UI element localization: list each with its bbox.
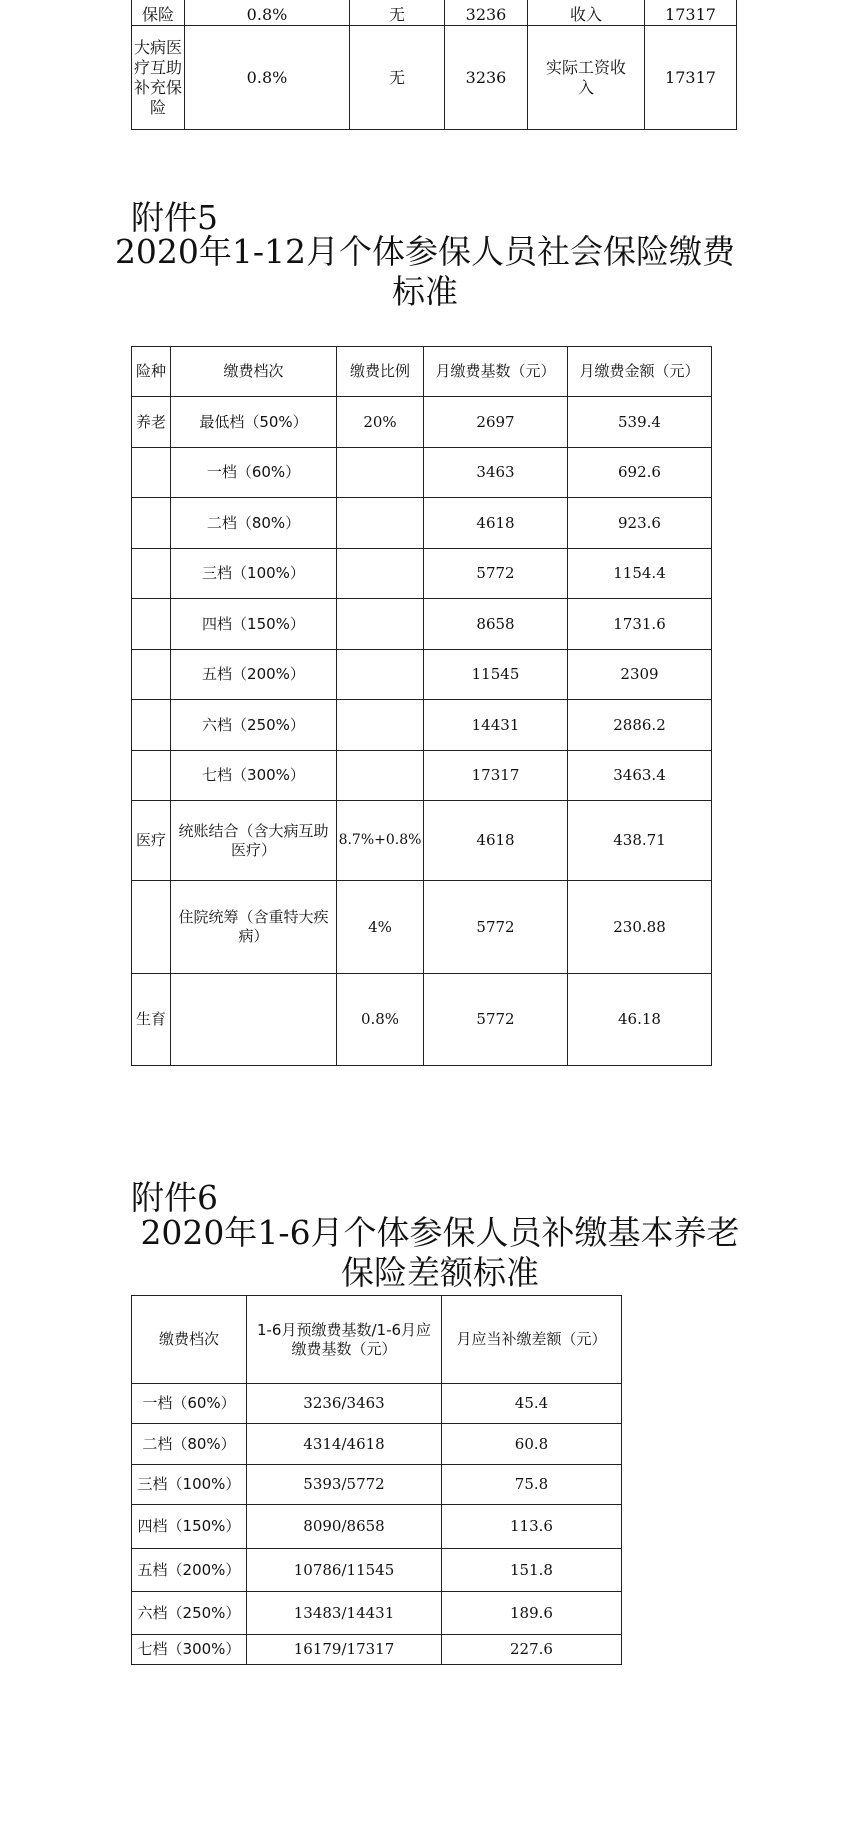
- rate-cell: [337, 700, 424, 751]
- header-base: 1-6月预缴费基数/1-6月应缴费基数（元）: [247, 1296, 442, 1384]
- type-cell: [132, 881, 171, 974]
- base-cell: 4618: [424, 498, 568, 549]
- tier-cell: 三档（100%）: [132, 1465, 247, 1505]
- amount-cell: 923.6: [568, 498, 712, 549]
- base-cell: 5772: [424, 974, 568, 1066]
- table-row: [132, 700, 712, 751]
- base-cell: 4618: [424, 801, 568, 881]
- table-row: [132, 974, 712, 1066]
- type-cell: [132, 700, 171, 751]
- table-row: [132, 397, 712, 448]
- rate-cell: [337, 751, 424, 801]
- diff-cell: 45.4: [442, 1384, 622, 1424]
- amount-cell: 46.18: [568, 974, 712, 1066]
- insurance-name: 保险: [132, 0, 185, 26]
- rate-cell: [337, 549, 424, 599]
- base-cell: 16179/17317: [247, 1635, 442, 1665]
- table-row: [132, 599, 712, 650]
- diff-cell: 189.6: [442, 1592, 622, 1635]
- tier-cell: 统账结合（含大病互助医疗）: [171, 801, 337, 881]
- table-row: [132, 448, 712, 498]
- mark-cell: 无: [350, 0, 445, 26]
- base-cell: 8090/8658: [247, 1505, 442, 1549]
- annex5-title-line2: 标准: [392, 272, 458, 311]
- base-cell: 5772: [424, 881, 568, 974]
- tier-cell: 一档（60%）: [132, 1384, 247, 1424]
- header-diff: 月应当补缴差额（元）: [442, 1296, 622, 1384]
- rate-cell: [337, 498, 424, 549]
- base-cell: 2697: [424, 397, 568, 448]
- amount-cell: 1731.6: [568, 599, 712, 650]
- amount-cell: 2886.2: [568, 700, 712, 751]
- header-rate: 缴费比例: [337, 347, 424, 397]
- rate-cell: 20%: [337, 397, 424, 448]
- header-base: 月缴费基数（元）: [424, 347, 568, 397]
- amount-cell: 1154.4: [568, 549, 712, 599]
- base-cell: 10786/11545: [247, 1549, 442, 1592]
- tier-cell: 四档（150%）: [132, 1505, 247, 1549]
- amount-cell: 3463.4: [568, 751, 712, 801]
- diff-cell: 113.6: [442, 1505, 622, 1549]
- base-cell: 5393/5772: [247, 1465, 442, 1505]
- annex5-table: [131, 346, 712, 1066]
- header-tier: 缴费档次: [132, 1296, 247, 1384]
- tier-cell: 四档（150%）: [171, 599, 337, 650]
- tier-cell: 五档（200%）: [132, 1549, 247, 1592]
- table-row: [132, 1505, 622, 1549]
- header-amount: 月缴费金额（元）: [568, 347, 712, 397]
- table-row: [132, 751, 712, 801]
- tier-cell: 七档（300%）: [171, 751, 337, 801]
- type-cell: 养老: [132, 397, 171, 448]
- annex4-table-partial: [131, 0, 737, 130]
- diff-cell: 151.8: [442, 1549, 622, 1592]
- rate-cell: 8.7%+0.8%: [337, 801, 424, 881]
- rate-cell: [337, 599, 424, 650]
- annex6-title-line1: 2020年1-6月个体参保人员补缴基本养老: [140, 1213, 740, 1252]
- amount-cell: 539.4: [568, 397, 712, 448]
- rate-cell: [337, 448, 424, 498]
- type-cell: 医疗: [132, 801, 171, 881]
- type-cell: [132, 549, 171, 599]
- table-row: [132, 881, 712, 974]
- type-cell: [132, 448, 171, 498]
- annex6-table: [131, 1295, 622, 1665]
- base-cell: 3463: [424, 448, 568, 498]
- base-cell: 4314/4618: [247, 1424, 442, 1465]
- base-cell: 17317: [424, 751, 568, 801]
- tier-cell: 五档（200%）: [171, 650, 337, 700]
- annex5-title-line1: 2020年1-12月个体参保人员社会保险缴费: [114, 232, 736, 271]
- amount-cell: 692.6: [568, 448, 712, 498]
- cap-cell: 17317: [645, 26, 737, 130]
- type-cell: [132, 498, 171, 549]
- type-cell: [132, 650, 171, 700]
- base-cell: 13483/14431: [247, 1592, 442, 1635]
- base-cell: 3236: [445, 0, 528, 26]
- table-row: [132, 1549, 622, 1592]
- cap-cell: 17317: [645, 0, 737, 26]
- rate-cell: 4%: [337, 881, 424, 974]
- type-cell: [132, 751, 171, 801]
- annex6-label: 附件6: [131, 1178, 218, 1217]
- annex5-title: [95, 232, 755, 312]
- base-cell: 3236/3463: [247, 1384, 442, 1424]
- table-row: [132, 1592, 622, 1635]
- rate-cell: 0.8%: [185, 0, 350, 26]
- tier-cell: 住院统筹（含重特大疾病）: [171, 881, 337, 974]
- tier-cell: 二档（80%）: [171, 498, 337, 549]
- tier-cell: 七档（300%）: [132, 1635, 247, 1665]
- table-row: [132, 0, 737, 26]
- tier-cell: 六档（250%）: [132, 1592, 247, 1635]
- basis-cell: 实际工资收入: [528, 26, 645, 130]
- amount-cell: 438.71: [568, 801, 712, 881]
- table-row: [132, 549, 712, 599]
- table-row: [132, 1465, 622, 1505]
- table-row: [132, 1635, 622, 1665]
- table-row: [132, 650, 712, 700]
- tier-cell: 六档（250%）: [171, 700, 337, 751]
- table-row: [132, 1384, 622, 1424]
- type-cell: [132, 599, 171, 650]
- tier-cell: [171, 974, 337, 1066]
- amount-cell: 2309: [568, 650, 712, 700]
- base-cell: 14431: [424, 700, 568, 751]
- rate-cell: [337, 650, 424, 700]
- rate-cell: 0.8%: [185, 26, 350, 130]
- mark-cell: 无: [350, 26, 445, 130]
- table-header-row: [132, 347, 712, 397]
- annex6-title-line2: 保险差额标准: [341, 1253, 539, 1292]
- table-row: [132, 1424, 622, 1465]
- base-cell: 5772: [424, 549, 568, 599]
- tier-cell: 最低档（50%）: [171, 397, 337, 448]
- diff-cell: 60.8: [442, 1424, 622, 1465]
- table-row: [132, 26, 737, 130]
- insurance-name: 大病医疗互助补充保险: [132, 26, 185, 130]
- header-tier: 缴费档次: [171, 347, 337, 397]
- rate-cell: 0.8%: [337, 974, 424, 1066]
- annex6-title: [110, 1213, 770, 1293]
- table-header-row: [132, 1296, 622, 1384]
- tier-cell: 二档（80%）: [132, 1424, 247, 1465]
- basis-cell: 收入: [528, 0, 645, 26]
- tier-cell: 一档（60%）: [171, 448, 337, 498]
- tier-cell: 三档（100%）: [171, 549, 337, 599]
- diff-cell: 227.6: [442, 1635, 622, 1665]
- base-cell: 11545: [424, 650, 568, 700]
- base-cell: 8658: [424, 599, 568, 650]
- table-row: [132, 498, 712, 549]
- type-cell: 生育: [132, 974, 171, 1066]
- amount-cell: 230.88: [568, 881, 712, 974]
- annex5-label: 附件5: [131, 198, 218, 237]
- table-row: [132, 801, 712, 881]
- base-cell: 3236: [445, 26, 528, 130]
- header-type: 险种: [132, 347, 171, 397]
- diff-cell: 75.8: [442, 1465, 622, 1505]
